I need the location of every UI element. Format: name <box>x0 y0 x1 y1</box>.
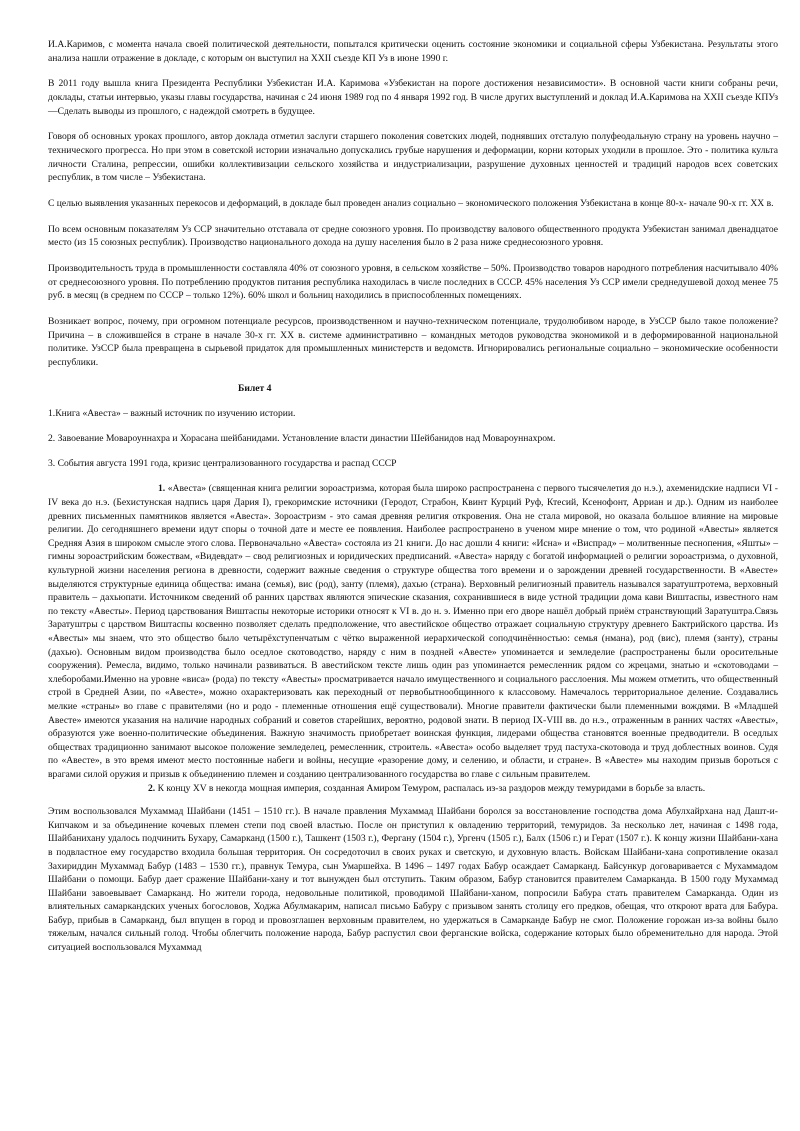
paragraph-indicators: По всем основным показателям Уз ССР значительно отставала от средне союзного уровня. По производству валового общественного продукта Узбекистан занимал двенадцатое место (из 15 союзных республик). Производство национального дохода на душу населения было в 2 раза ниже среднесоюзного уровня. <box>48 223 778 249</box>
answer-2-intro-text: К концу XV в некогда мощная империя, созданная Амиром Темуром, распалась из-за раздоров между темуридами в борьбе за власть. <box>155 782 706 794</box>
answer-1-number: 1. <box>158 483 166 495</box>
answer-2-intro <box>48 782 778 796</box>
question-2: 2. Завоевание Мовароуннахра и Хорасана шейбанидами. Установление власти династии Шейбанидов над Мовароуннахром. <box>48 433 556 445</box>
paragraph-intro-karimov: И.А.Каримов, с момента начала своей политической деятельности, попытался критически оценить состояние экономики и социальной сферы Узбекистана. Результаты этого анализа нашли отражение в докладе, с которым он выступил на XXII съезде КП Уз в июне 1990 г. <box>48 39 778 64</box>
paragraph-analysis-purpose: С целью выявления указанных перекосов и деформаций, в докладе был проведен анализ социально – экономического положения Узбекистана в конце 80-х- начале 90-х гг. XX в. <box>48 197 774 209</box>
paragraph-lessons-of-past: Говоря об основных уроках прошлого, автор доклада отметил заслуги старшего поколения советских людей, поднявших отсталую полуфеодальную страну на уровень научно – технического прогресса. Но при этом в советской истории изначально допускались грубые нарушения и деформации, корни которых уходили в прошлое. Это - политика культа личности Сталина, репрессии, ошибки коллективизации сельского хозяйства и индустриализации, разрушение духовных ценностей и традиций народов всех советских республик, в том числе – Узбекистана. <box>48 131 778 184</box>
answer-2-number: 2. <box>148 782 156 794</box>
question-1: 1.Книга «Авеста» – важный источник по изучению истории. <box>48 408 296 420</box>
answer-2-shaybani: Этим воспользовался Мухаммад Шайбани (1451 – 1510 гг.). В начале правления Мухаммад Шайбани боролся за восстановление господства дома Абулхайрхана над Дашт-и-Кипчаком и за объединение кочевых племен степи под своей властью. После он приступил к овладению территорий, темуридов. За несколько лет, начиная с 1498 года, Шайбанихану удалось подчинить Бухару, Самарканд (1500 г.), Ташкент (1503 г.), Фергану (1504 г.), Ургенч (1505 г.), Балх (1506 г.) и Герат (1507 г.). К концу жизни Шайбани-хана в подвластное ему государство входила большая территория. Он сосредоточил в своих руках и светскую, и духовную власть. Войскам Шайбани-хана сопротивление оказал Захириддин Мухаммад Бабур (1483 – 1530 гг.), правнук Темура, сын Умаршейха. В 1496 – 1497 годах Бабур осаждает Самарканд. Байсункур договаривается с Мухаммадом Шайбани о помощи. Бабур дает сражение Шайбани-хану и тот вынужден был отступить. Таким образом, Бабур становится правителем Самарканда. В 1500 году Мухаммад Шайбани завоевывает Самарканд. Но жители города, недовольные политикой, проводимой Шайбани-ханом, попросили Бабура стать правителем Самарканда. Один из влиятельных самаркандских ученых богословов, Ходжа Абулмакарим, написал письмо Бабуру с призывом занять столицу его предков, обещая, что откроют врата для Бабура. Бабур, прибыв в Самарканд, был впущен в город и провозглашен верховным правителем, но удержаться в Самарканде Бабур не смог. Положение горожан из-за войны было тяжелым, начался сильный голод. Чтобы облегчить положение народа, Бабур распустил свои ферганские войска, содержание которых было обременительно для народа. Этой ситуацией воспользовался Мухаммад <box>48 806 778 954</box>
question-3: 3. События августа 1991 года, кризис централизованного государства и распад СССР <box>48 458 397 470</box>
ticket-title: Билет 4 <box>238 382 272 394</box>
answer-1-text: «Авеста» (священная книга религии зороастризма, которая была широко распространена с первого тысячелетия до н.э.), ахеменидские надписи VI - IV века до н.э. (Бехистунская надпись царя Дария I), грекоримские источники (Геродот, Страбон, Квинт Курций Руф, Ктесий, Ксенофонт, Арриан и др.). Одним из наиболее древних письменных памятников является «Авеста». Зороастризм - это самая древняя религия откровения. Она не стала мировой, но оказала большое влияние на мировые религии. До сегодняшнего времени идут споры о точной дате и месте ее появления. Наиболее распространено в ученом мире мнение о том, что родиной «Авесты» является Средняя Азия в широком смысле этого слова. Первоначально «Авеста» состояла из 21 книги. До нас дошли 4 книги: «Исна» и «Виспрад» – молитвенные песнопения, «Яшты» – гимны зороастрийским божествам, «Видевдат» – свод религиозных и юридических предписаний. «Авеста» наряду с богатой информацией о религии зороастризма, о духовной, культурной жизни населения региона в древности, содержит важные сведения о структуре общества того времени и о зарождении древней государственности. В «Авесте» выделяются структурные единица общества: имана (семья), вис (род), занту (племя), дахью (страна). Верховный религиозный правитель назывался заратуштротема, верховный правитель – дахьюпати. Источником сведений об ранних царствах являются эпические сказания, сохранившиеся в виде устной традиции дома кави Виштаспы, известного нам по тексту «Авесты». Период царствования Виштаспы некоторые историки относят к VI в. до н. э. Именно при его дворе нашёл добрый приём странствующий Заратуштра.Связь Заратуштры с царством Виштаспы косвенно позволяет сделать предположение, что авестийское общество отражает социальную структуру древнего Бактрийского царства. Из «Авесты» мы знаем, что это общество было четырёхступенчатым с чётко выраженной иерархической соподчинённостью: семья (нмана), род (вис), племя (занту), страны (дахью). Основным видом производства было оседлое скотоводство, наряду с ним в поздней «Авесте» упоминается и земледелие (распространены были оросительные сооружения). Ремесла, видимо, только начинали развиваться. В авестийском тексте лишь один раз упоминается ремесленник рядом со жрецами, знатью и «скотоводами – хлеборобами.Именно на уровне «виса» (рода) по тексту «Авесты» просматривается начало имущественного и социального расслоения. Мы можем отметить, что общественный строй в Средней Азии, по «Авесте», можно охарактеризовать как переходный от первобытнообщинного к классовому. Намечалось территориальное деление. Создавались мелкие «страны» во главе с правителями (но и родо - племенные отношения ещё существовали). Многие правители фактически были племенными вождями. В «Младшей Авесте» имеются указания на наличие народных собраний и советов старейших, вероятно, родовой знати. В период IX-VIII вв. до н.э., отраженным в ранних частях «Авесты», образуются уже военно-политические объединения. Важную значимость приобретает воинская функция, лидерами общества становятся военные предводители. В оседлых обществах традиционно занимают высокое положение земледелец, ремесленник, строитель. «Авеста» особо выделяет труд пастуха-скотовода и труд доблестных воинов. Судя по «Авесте», в это время имеют место постоянные набеги и войны, несущие «разорение дому, и селению, и области, и стране». В «Авесте» мы находим призыв бороться с врагами силой оружия и призыв к объединению племен и созданию централизованного государства во главе с сильным правителем. <box>48 483 778 780</box>
paragraph-book-2011: В 2011 году вышла книга Президента Республики Узбекистан И.А. Каримова «Узбекистан на пороге достижения независимости». В основной части книги собраны речи, доклады, статьи интервью, указы главы государства, начиная с 24 июня 1989 год по 4 января 1992 год. В числе других выступлений и доклад И.А.Каримова на XXII съезде КПУз —Сделать выводы из прошлого, с надеждой смотреть в будущее. <box>48 78 778 117</box>
answer-1-avesta <box>48 482 778 781</box>
paragraph-question-cause: Возникает вопрос, почему, при огромном потенциале ресурсов, производственном и научно-техническом потенциале, трудолюбивом народе, в УзССР было такое положение? Причина – в сложившейся в стране в начале 30-х гг. XX в. системе административно – командных методов руководства экономикой и в деформированной национальной политике. УзССР была превращена в сырьевой придаток для промышленных министерств и ведомств. Игнорировались региональные социально – экономические особенности республики. <box>48 316 778 368</box>
paragraph-productivity: Производительность труда в промышленности составляла 40% от союзного уровня, в сельском хозяйстве – 50%. Производство товаров народного потребления насчитывало 40% от среднесоюзного уровня. По потреблению продуктов питания республика находилась в числе последних в СССР. 45% населения Уз ССР имели среднедушевой доход менее 75 руб. в месяц (в среднем по СССР – только 12%). 60% школ и больниц находились в приспособленных помещениях. <box>48 263 778 302</box>
